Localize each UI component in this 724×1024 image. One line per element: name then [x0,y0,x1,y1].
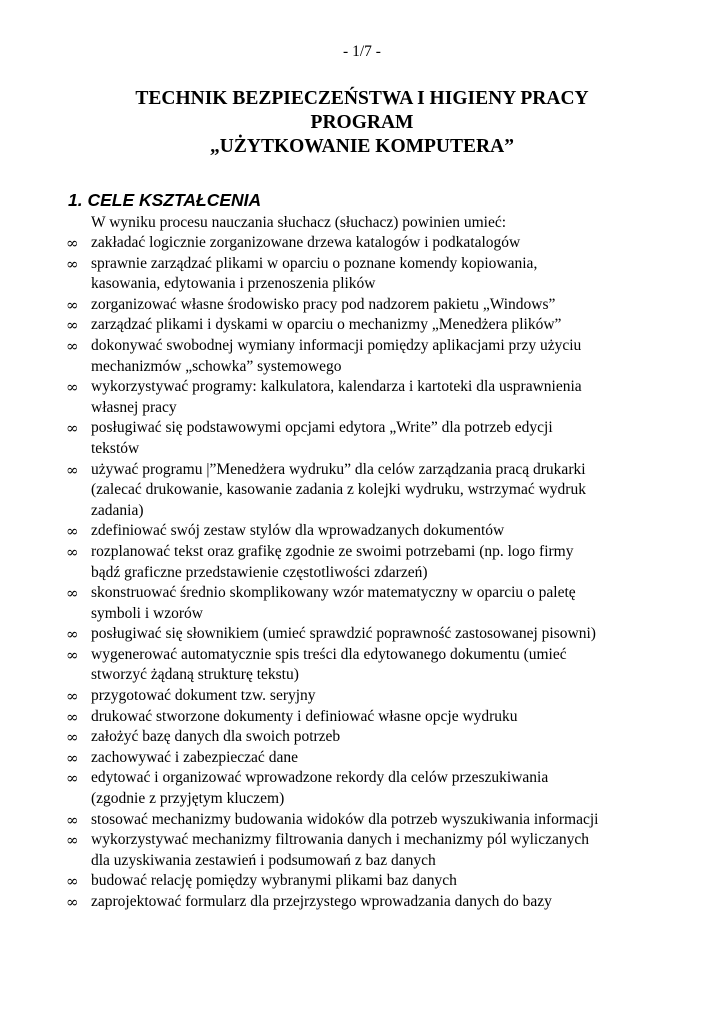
list-item [66,295,666,316]
list-item [66,521,666,542]
list-item-text: sprawnie zarządzać plikami w oparciu o poznane komendy kopiowania, [91,254,538,272]
infinity-icon: ∞ [66,295,79,314]
list-item [66,748,666,769]
list-item-text: drukować stworzone dokumenty i definiować własne opcje wydruku [91,707,518,725]
infinity-icon: ∞ [66,522,79,541]
infinity-icon: ∞ [66,460,79,479]
list-item-text: zaprojektować formularz dla przejrzystego wprowadzania danych do bazy [91,893,552,910]
objectives-list [66,233,666,913]
infinity-icon: ∞ [66,378,79,397]
list-item [66,418,666,459]
document-title [60,87,664,159]
infinity-icon: ∞ [66,625,79,644]
list-item-text: przygotować dokument tzw. seryjny [91,687,316,705]
list-item [66,624,666,645]
list-item-text: mechanizmów „schowka” systemowego [91,357,342,375]
infinity-icon: ∞ [66,687,79,706]
list-item [66,707,666,728]
list-item [66,768,666,809]
list-item [66,542,666,583]
list-item-text: edytować i organizować wprowadzone rekordy dla celów przeszukiwania [91,769,549,787]
page-number: - 1/7 - [343,43,381,60]
list-item [66,686,666,707]
list-item-text: używać programu |”Menedżera wydruku” dla celów zarządzania pracą drukarki [91,460,586,478]
list-item-text: dokonywać swobodnej wymiany informacji pomiędzy aplikacjami przy użyciu [91,336,582,354]
infinity-icon: ∞ [66,748,79,767]
infinity-icon: ∞ [66,584,79,603]
list-item [66,645,666,686]
list-item [66,336,666,377]
infinity-icon: ∞ [66,645,79,664]
infinity-icon: ∞ [66,769,79,788]
infinity-icon: ∞ [66,542,79,561]
list-item [66,315,666,336]
list-item [66,460,666,522]
infinity-icon: ∞ [66,872,79,891]
list-item-text: zorganizować własne środowisko pracy pod nadzorem pakietu „Windows” [91,295,556,313]
list-item [66,871,666,892]
list-item-text: budować relację pomiędzy wybranymi plikami baz danych [91,872,457,890]
list-item-text: zakładać logicznie zorganizowane drzewa katalogów i podkatalogów [91,234,521,251]
list-item-text: posługiwać się słownikiem (umieć sprawdzić poprawność zastosowanej pisowni) [91,625,596,643]
list-item-text: bądź graficzne przedstawienie częstotliwości zdarzeń) [91,563,428,581]
infinity-icon: ∞ [66,336,79,355]
title-line: TECHNIK BEZPIECZEŃSTWA I HIGIENY PRACY [135,88,589,109]
list-item [66,583,666,624]
infinity-icon: ∞ [66,234,79,252]
infinity-icon: ∞ [66,728,79,747]
list-item-text: tekstów [91,439,140,457]
list-item [66,727,666,748]
infinity-icon: ∞ [66,316,79,335]
list-item-text: zdefiniować swój zestaw stylów dla wprowadzanych dokumentów [91,522,505,540]
list-item [66,233,666,254]
list-item-text: kasowania, edytowania i przenoszenia plików [91,275,376,293]
list-item-text: zachowywać i zabezpieczać dane [91,748,298,766]
infinity-icon: ∞ [66,893,79,911]
list-item-text: (zalecać drukowanie, kasowanie zadania z kolejki wydruku, wstrzymać wydruk [91,481,586,499]
list-item-text: założyć bazę danych dla swoich potrzeb [91,728,341,746]
section-heading: 1. CELE KSZTAŁCENIA [68,190,262,210]
infinity-icon: ∞ [66,254,79,273]
infinity-icon: ∞ [66,419,79,438]
list-item-text: stworzyć żądaną strukturę tekstu) [91,666,299,684]
list-item [66,892,666,913]
infinity-icon: ∞ [66,707,79,726]
list-item-text: skonstruować średnio skomplikowany wzór matematyczny w oparciu o paletę [91,584,576,602]
list-item [66,810,666,831]
section-intro: W wyniku procesu nauczania słuchacz (słuchacz) powinien umieć: [91,214,507,231]
list-item-text: zadania) [91,501,144,519]
title-line: PROGRAM [310,112,414,133]
infinity-icon: ∞ [66,831,79,850]
list-item [66,254,666,295]
list-item-text: rozplanować tekst oraz grafikę zgodnie ze swoimi potrzebami (np. logo firmy [91,542,574,560]
list-item-text: własnej pracy [91,398,177,416]
list-item-text: stosować mechanizmy budowania widoków dla potrzeb wyszukiwania informacji [91,810,599,828]
list-item-text: wykorzystywać mechanizmy filtrowania danych i mechanizmy pól wyliczanych [91,831,589,849]
list-item-text: (zgodnie z przyjętym kluczem) [91,790,285,808]
list-item-text: wygenerować automatycznie spis treści dla edytowanego dokumentu (umieć [91,645,567,663]
list-item-text: wykorzystywać programy: kalkulatora, kalendarza i kartoteki dla usprawnienia [91,378,582,396]
infinity-icon: ∞ [66,810,79,829]
list-item-text: posługiwać się podstawowymi opcjami edytora „Write” dla potrzeb edycji [91,419,553,437]
list-item-text: dla uzyskiwania zestawień i podsumowań z baz danych [91,851,436,869]
title-line: „UŻYTKOWANIE KOMPUTERA” [210,136,514,157]
list-item [66,377,666,418]
list-item-text: zarządzać plikami i dyskami w oparciu o mechanizmy „Menedżera plików” [91,316,562,334]
list-item-text: symboli i wzorów [91,604,203,622]
list-item [66,830,666,871]
